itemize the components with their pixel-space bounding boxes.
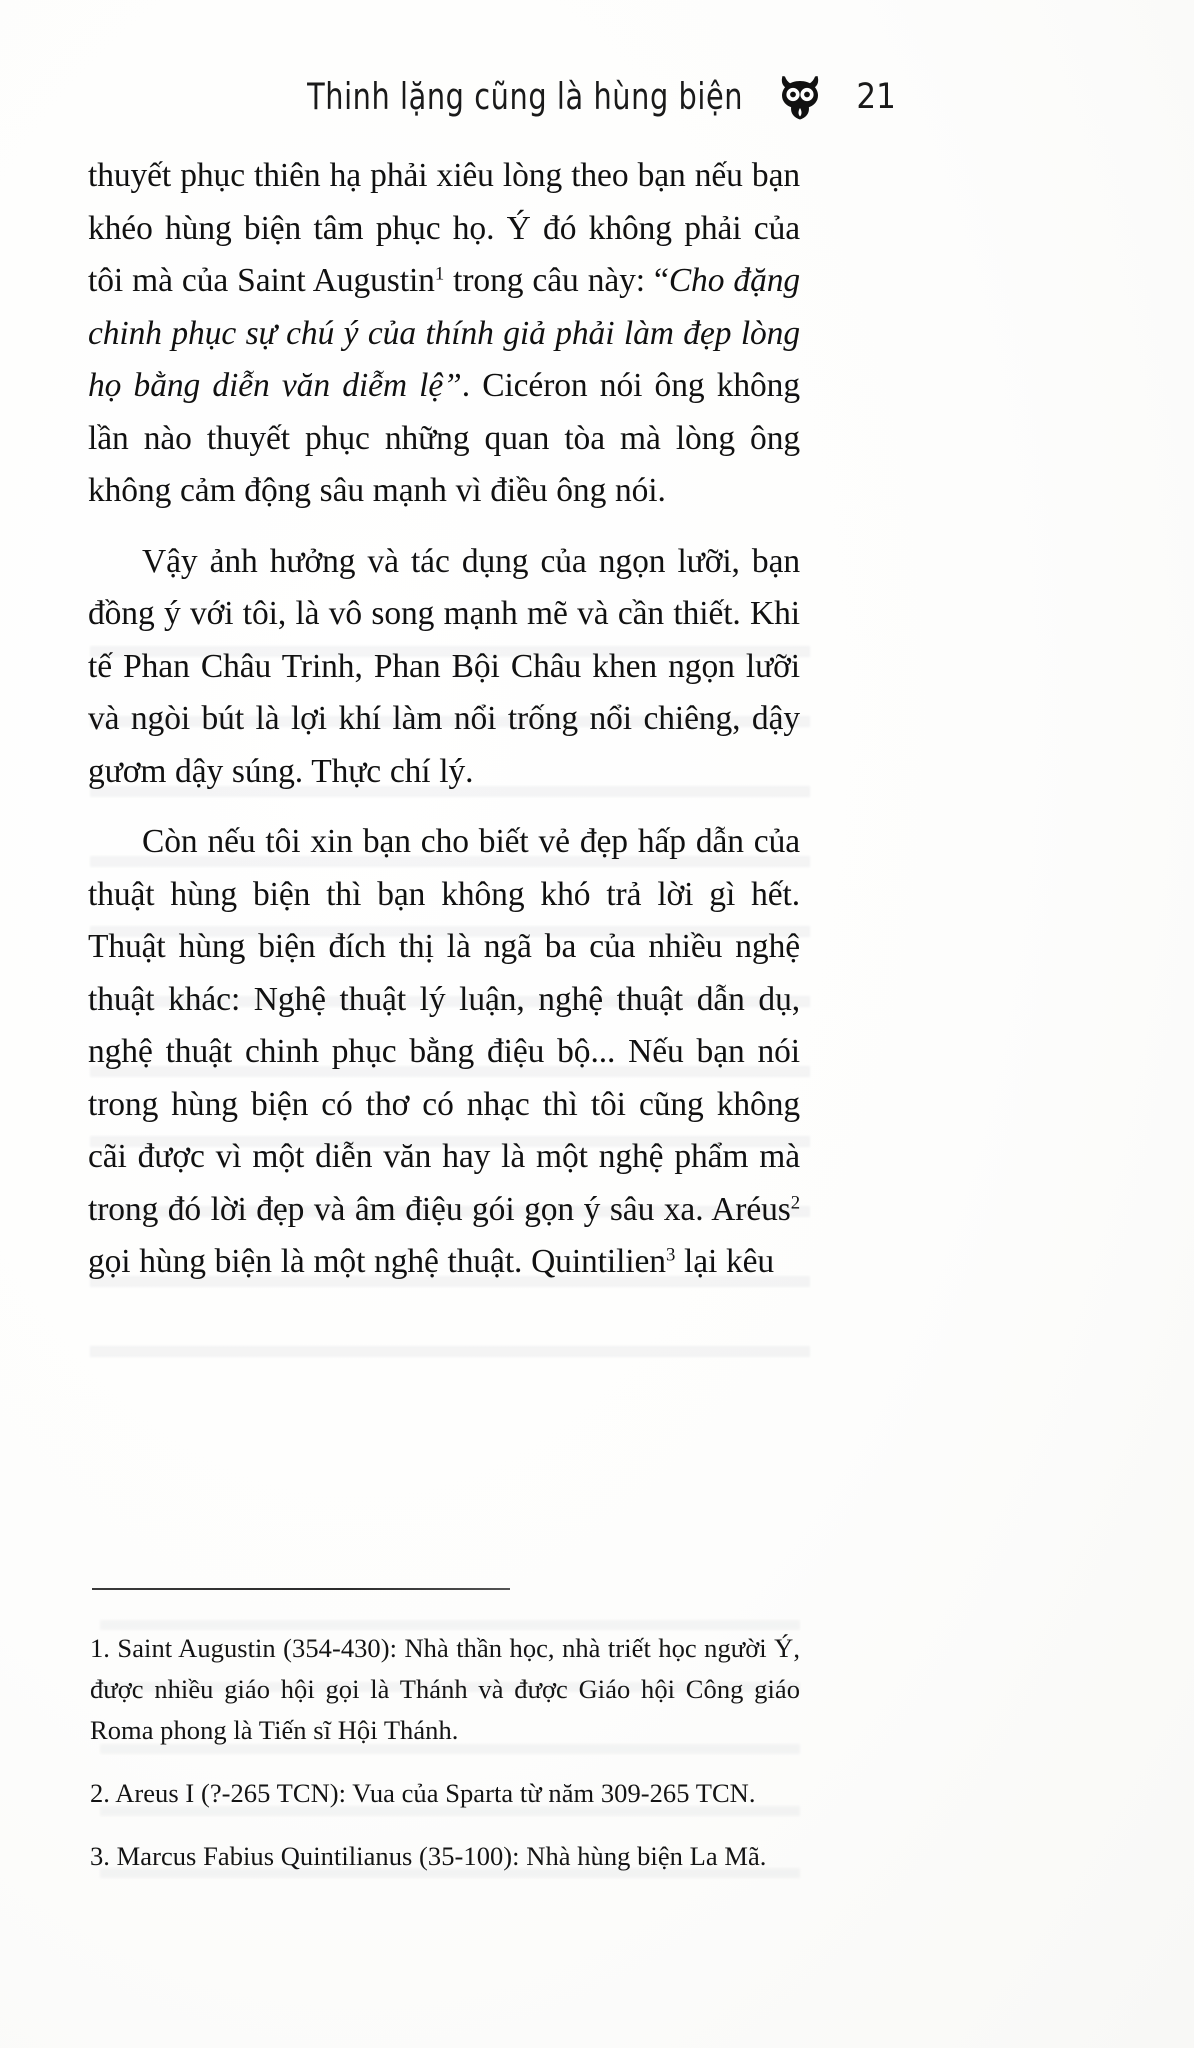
body-text-column <box>88 150 800 1289</box>
running-header-title: Thinh lặng cũng là hùng biện <box>307 75 744 119</box>
text-run: trong câu này: “ <box>444 262 669 299</box>
text-run: lại kêu <box>675 1243 775 1280</box>
footnote-marker: 3 <box>665 1244 676 1266</box>
footnote-item-2: 2. Areus I (?-265 TCN): Vua của Sparta từ năm 309-265 TCN. <box>90 1778 756 1808</box>
paragraph-3 <box>88 816 800 1289</box>
text-run: Vậy ảnh hưởng và tác dụng của ngọn lưỡi, bạn đồng ý với tôi, là vô song mạnh mẽ và cần thiết. Khi tế Phan Châu Trinh, Phan Bội Châu khen ngọn lưỡi và ngòi bút là lợi khí làm nổi trống nổi chiêng, dậy gươm dậy súng. Thực chí lý. <box>88 542 800 790</box>
paragraph-1 <box>88 150 800 518</box>
text-run: Còn nếu tôi xin bạn cho biết vẻ đẹp hấp dẫn của thuật hùng biện thì bạn không khó trả lời gì hết. Thuật hùng biện đích thị là ngã ba của nhiều nghệ thuật khác: Nghệ thuật lý luận, nghệ thuật dẫn dụ, nghệ thuật chinh phục bằng điệu bộ... Nếu bạn nói trong hùng biện có thơ có nhạc thì tôi cũng không cãi được vì một diễn văn hay là một nghệ phẩm mà trong đó lời đẹp và âm điệu gói gọn ý sâu xa. Aréus <box>88 823 800 1228</box>
footnote-marker: 2 <box>790 1191 800 1213</box>
page-number: 21 <box>856 76 896 118</box>
footnote-list <box>90 1628 800 1877</box>
owl-icon <box>778 74 822 120</box>
footnote-separator-rule <box>92 1588 510 1590</box>
running-header <box>0 74 1194 120</box>
footnote-item-1: 1. Saint Augustin (354-430): Nhà thần học, nhà triết học người Ý, được nhiều giáo hội gọi là Thánh và được Giáo hội Công giáo Roma phong là Tiến sĩ Hội Thánh. <box>90 1633 800 1745</box>
italic-quote: Cho đặng chinh phục sự chú ý của thính giả phải làm đẹp lòng họ bằng diễn văn diễm lệ” <box>88 262 801 404</box>
text-run: . Cicéron nói ông không lần nào thuyết phục những quan tòa mà lòng ông không cảm động sâu mạnh vì điều ông nói. <box>88 367 800 509</box>
paragraph-2 <box>88 536 800 799</box>
footnote-item-3: 3. Marcus Fabius Quintilianus (35-100): Nhà hùng biện La Mã. <box>90 1841 767 1871</box>
text-run: gọi hùng biện là một nghệ thuật. Quintilien <box>88 1243 666 1280</box>
footnote-marker: 1 <box>434 263 445 285</box>
text-run: thuyết phục thiên hạ phải xiêu lòng theo bạn nếu bạn khéo hùng biện tâm phục họ. Ý đó không phải của tôi mà của Saint Augustin <box>88 157 800 299</box>
